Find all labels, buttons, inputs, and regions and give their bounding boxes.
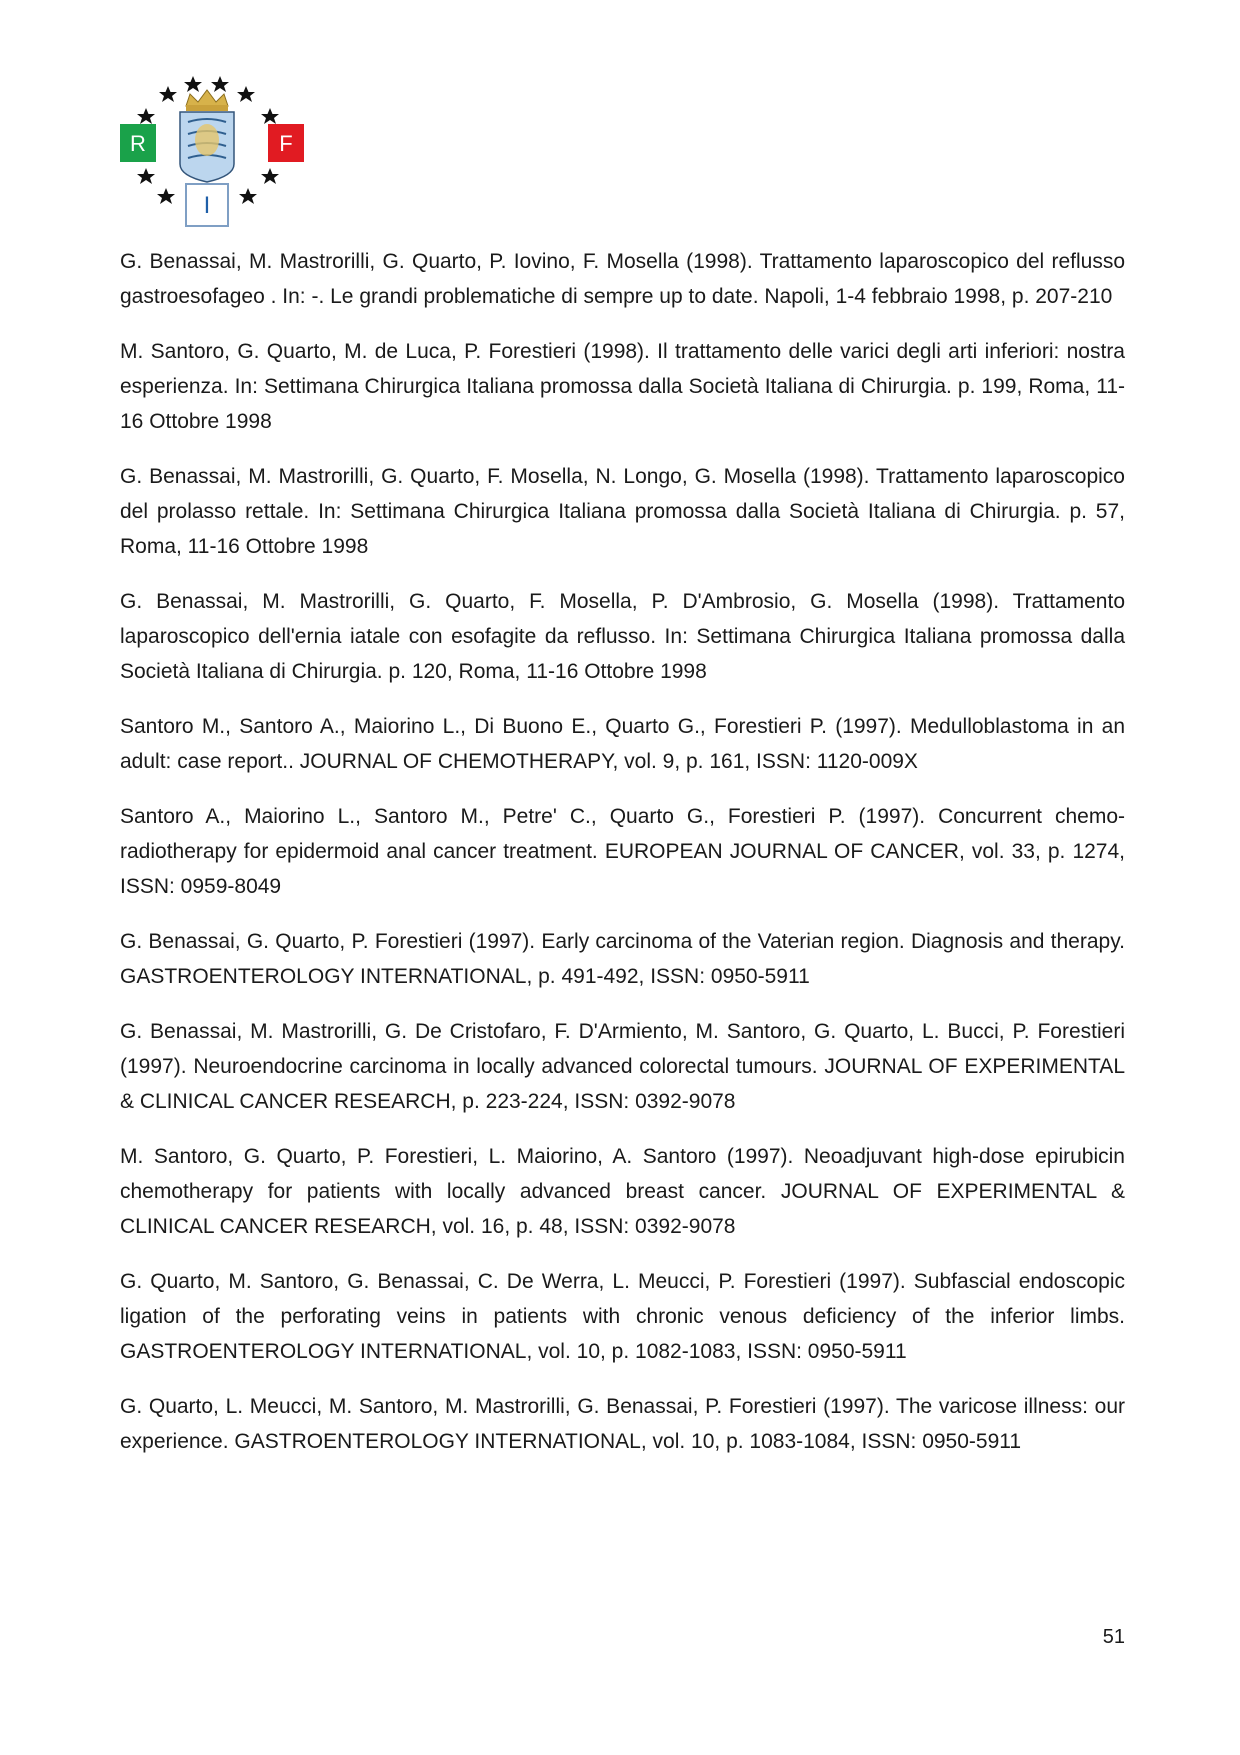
logo-letter-f: F [279, 131, 293, 156]
rfi-crest-icon [118, 72, 308, 234]
publication-entry: Santoro A., Maiorino L., Santoro M., Petre' C., Quarto G., Forestieri P. (1997). Concurrent chemo-radiotherapy for epidermoid anal cancer treatment. EUROPEAN JOURNAL OF CANCER, vol. 33, p. 1274, ISSN: 0959-8049 [120, 805, 1125, 898]
publication-entry: G. Benassai, M. Mastrorilli, G. Quarto, F. Mosella, P. D'Ambrosio, G. Mosella (1998). Trattamento laparoscopico dell'ernia iatale con esofagite da reflusso. In: Settimana Chirurgica Italiana promossa dalla Società Italiana di Chirurgia. p. 120, Roma, 11-16 Ottobre 1998 [120, 590, 1125, 683]
publication-entry: M. Santoro, G. Quarto, P. Forestieri, L. Maiorino, A. Santoro (1997). Neoadjuvant high-dose epirubicin chemotherapy for patients with locally advanced breast cancer. JOURNAL OF EXPERIMENTAL & CLINICAL CANCER RESEARCH, vol. 16, p. 48, ISSN: 0392-9078 [120, 1145, 1125, 1238]
publication-entry: G. Benassai, M. Mastrorilli, G. Quarto, P. Iovino, F. Mosella (1998). Trattamento laparoscopico del reflusso gastroesofageo . In: -. Le grandi problematiche di sempre up to date. Napoli, 1-4 febbraio 1998, p. 207-210 [120, 250, 1125, 308]
publication-entry: G. Quarto, L. Meucci, M. Santoro, M. Mastrorilli, G. Benassai, P. Forestieri (1997). The varicose illness: our experience. GASTROENTEROLOGY INTERNATIONAL, vol. 10, p. 1083-1084, ISSN: 0950-5911 [120, 1395, 1125, 1453]
logo-letter-i: I [203, 192, 211, 219]
crown-icon [186, 90, 228, 106]
publication-entry: G. Benassai, M. Mastrorilli, G. Quarto, F. Mosella, N. Longo, G. Mosella (1998). Trattamento laparoscopico del prolasso rettale. In: Settimana Chirurgica Italiana promossa dalla Società Italiana di Chirurgia. p. 57, Roma, 11-16 Ottobre 1998 [120, 465, 1125, 558]
publication-list [120, 244, 1125, 1479]
publication-entry: G. Quarto, M. Santoro, G. Benassai, C. De Werra, L. Meucci, P. Forestieri (1997). Subfascial endoscopic ligation of the perforating veins in patients with chronic venous deficiency of the inferior limbs. GASTROENTEROLOGY INTERNATIONAL, vol. 10, p. 1082-1083, ISSN: 0950-5911 [120, 1270, 1125, 1363]
publication-entry: Santoro M., Santoro A., Maiorino L., Di Buono E., Quarto G., Forestieri P. (1997). Medulloblastoma in an adult: case report.. JOURNAL OF CHEMOTHERAPY, vol. 9, p. 161, ISSN: 1120-009X [120, 715, 1125, 773]
publication-entry: G. Benassai, M. Mastrorilli, G. De Cristofaro, F. D'Armiento, M. Santoro, G. Quarto, L. Bucci, P. Forestieri (1997). Neuroendocrine carcinoma in locally advanced colorectal tumours. JOURNAL OF EXPERIMENTAL & CLINICAL CANCER RESEARCH, p. 223-224, ISSN: 0392-9078 [120, 1020, 1125, 1113]
publication-entry: M. Santoro, G. Quarto, M. de Luca, P. Forestieri (1998). Il trattamento delle varici degli arti inferiori: nostra esperienza. In: Settimana Chirurgica Italiana promossa dalla Società Italiana di Chirurgia. p. 199, Roma, 11-16 Ottobre 1998 [120, 340, 1125, 433]
logo-letter-r: R [130, 131, 146, 156]
rfi-crest-logo [118, 72, 308, 234]
page-number: 51 [1102, 1626, 1125, 1648]
publication-entry: G. Benassai, G. Quarto, P. Forestieri (1997). Early carcinoma of the Vaterian region. Diagnosis and therapy. GASTROENTEROLOGY INTERNATIONAL, p. 491-492, ISSN: 0950-5911 [120, 930, 1125, 988]
